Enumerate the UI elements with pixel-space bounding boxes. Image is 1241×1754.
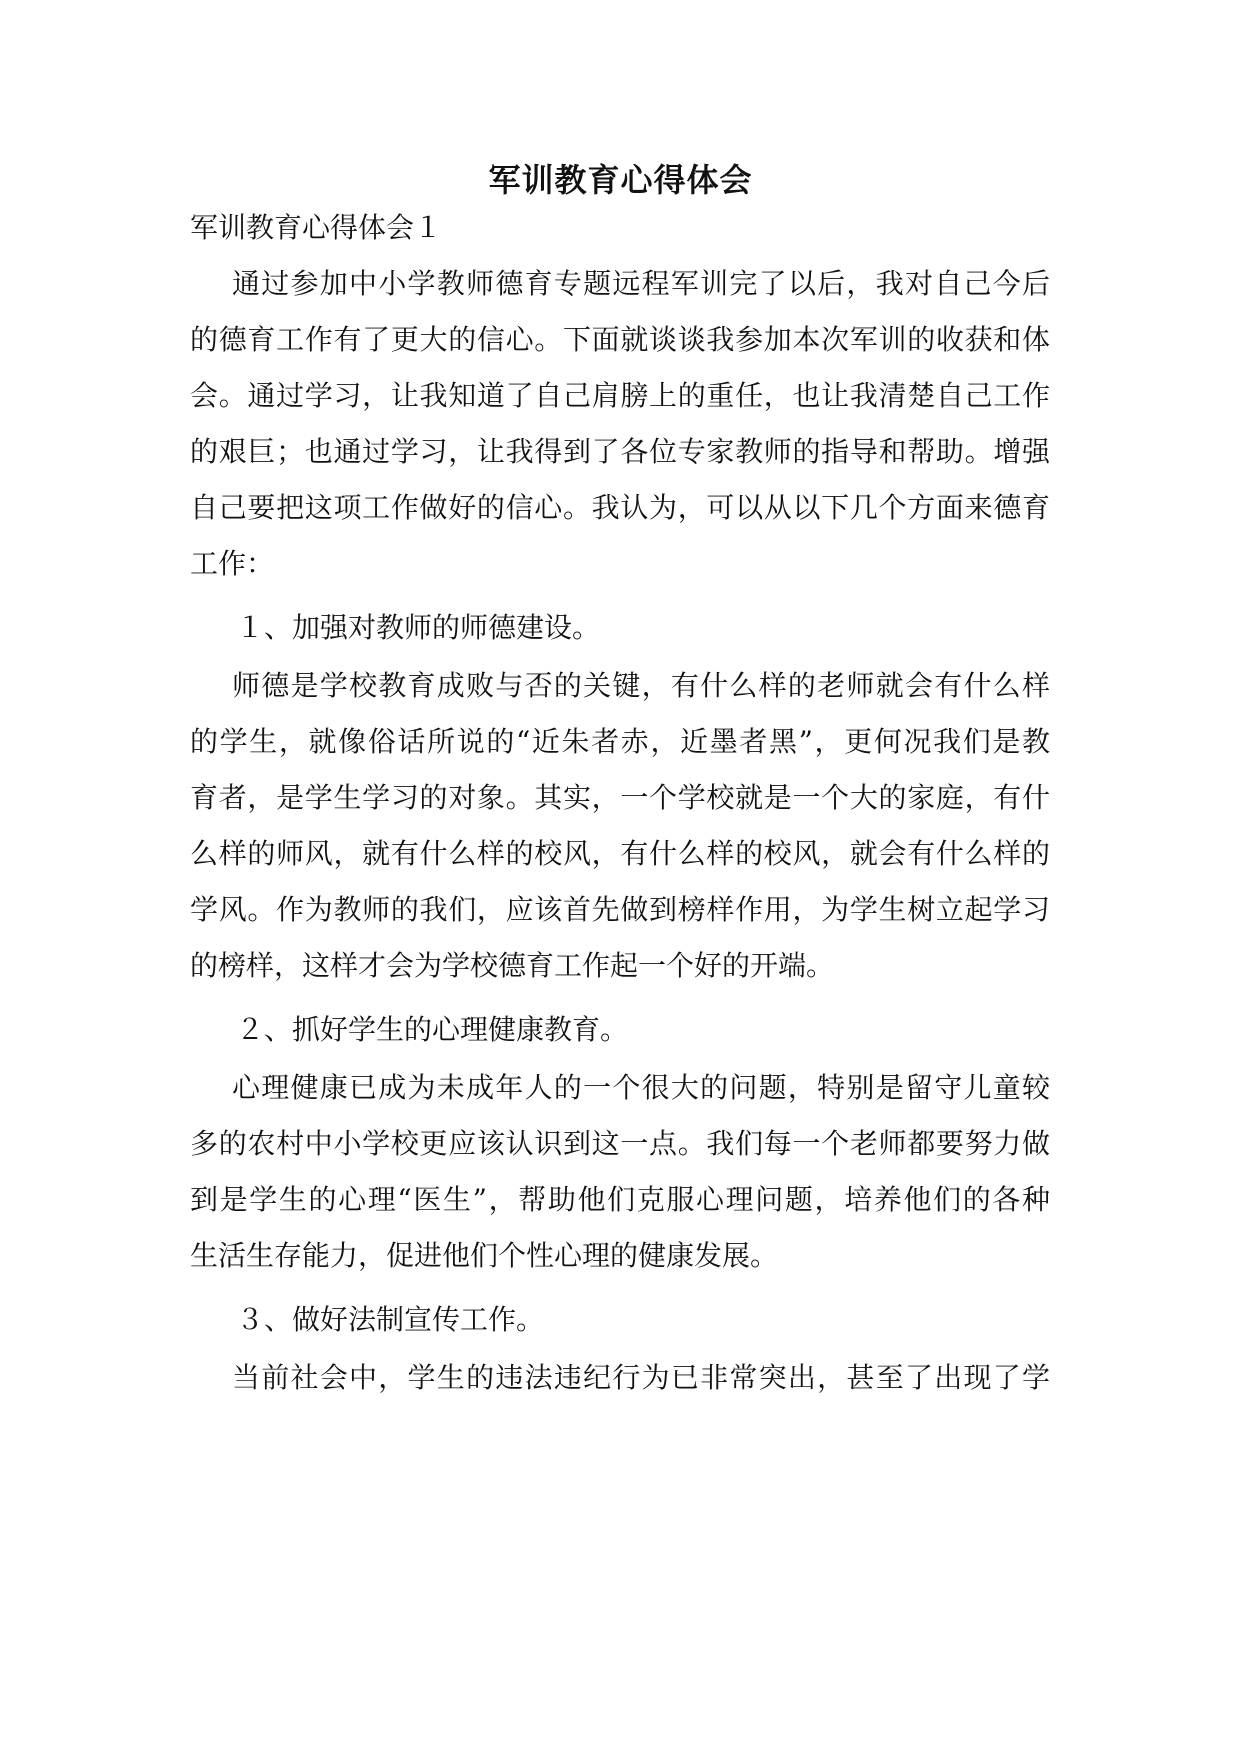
paragraph-line: 育者，是学生学习的对象。其实，一个学校就是一个大的家庭，有什: [190, 781, 1050, 814]
paragraph-line: 会。通过学习，让我知道了自己肩膀上的重任，也让我清楚自己工作: [190, 379, 1050, 412]
paragraph-line: 的艰巨；也通过学习，让我得到了各位专家教师的指导和帮助。增强: [190, 435, 1050, 468]
paragraph-line: 到是学生的心理“医生”，帮助他们克服心理问题，培养他们的各种: [190, 1183, 1050, 1216]
paragraph-line: 自己要把这项工作做好的信心。我认为，可以从以下几个方面来德育: [190, 491, 1050, 524]
section-heading: ２、抓好学生的心理健康教育。: [236, 1013, 629, 1046]
paragraph-line: 工作：: [190, 547, 275, 580]
paragraph-line: 么样的师风，就有什么样的校风，有什么样的校风，就会有什么样的: [190, 837, 1050, 870]
paragraph-line: 生活生存能力，促进他们个性心理的健康发展。: [190, 1239, 779, 1272]
paragraph-line: 师德是学校教育成败与否的关键，有什么样的老师就会有什么样: [232, 669, 1050, 702]
document-title: 军训教育心得体会: [488, 161, 753, 199]
document-subtitle: 军训教育心得体会１: [190, 211, 443, 244]
paragraph-line: 学风。作为教师的我们，应该首先做到榜样作用，为学生树立起学习: [190, 893, 1050, 926]
paragraph-line: 当前社会中，学生的违法违纪行为已非常突出，甚至了出现了学: [232, 1361, 1050, 1394]
section-heading: １、加强对教师的师德建设。: [236, 611, 601, 644]
paragraph-line: 的榜样，这样才会为学校德育工作起一个好的开端。: [190, 949, 835, 982]
paragraph-line: 通过参加中小学教师德育专题远程军训完了以后，我对自己今后: [232, 267, 1050, 300]
paragraph-line: 多的农村中小学校更应该认识到这一点。我们每一个老师都要努力做: [190, 1127, 1050, 1160]
paragraph-line: 的德育工作有了更大的信心。下面就谈谈我参加本次军训的收获和体: [190, 323, 1050, 356]
paragraph-line: 心理健康已成为未成年人的一个很大的问题，特别是留守儿童较: [232, 1071, 1050, 1104]
paragraph-line: 的学生，就像俗话所说的“近朱者赤，近墨者黑”，更何况我们是教: [190, 725, 1050, 758]
section-heading: ３、做好法制宣传工作。: [236, 1303, 545, 1336]
